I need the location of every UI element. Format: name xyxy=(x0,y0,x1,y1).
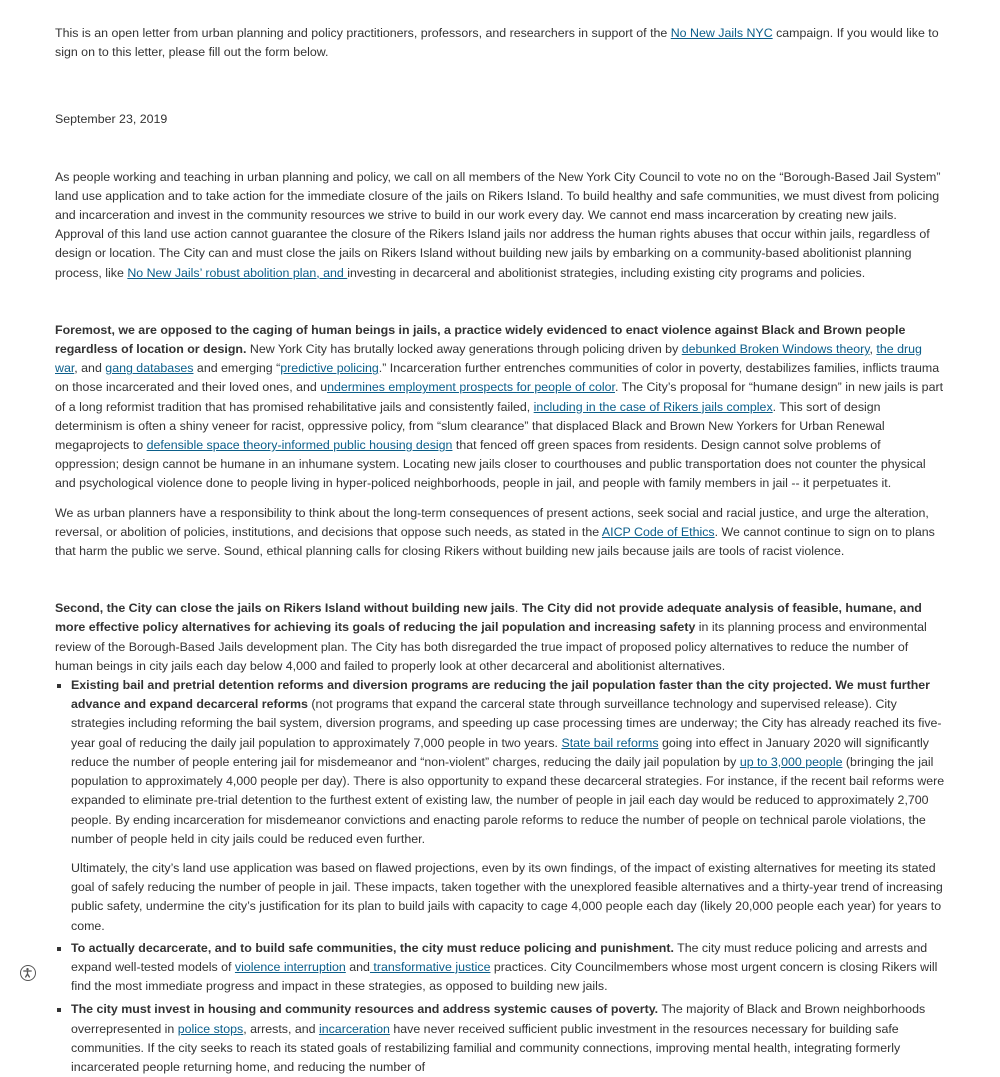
list-item-text: The majority of Black and Brown neighborhoods overrepresented in xyxy=(71,1002,926,1036)
paragraph-bold-lead: Second, the City can close the jails on Rikers Island without building new jails xyxy=(55,601,515,616)
defensible-space-link[interactable]: defensible space theory-informed public housing design xyxy=(146,438,453,453)
violence-interruption-link[interactable]: violence interruption xyxy=(234,959,346,974)
paragraph-second xyxy=(55,599,947,676)
list-item-bold: To actually decarcerate, and to build safe communities, the city must reduce policing and punishment. xyxy=(71,940,674,955)
paragraph-text: .” Incarceration further entrenches communities of color in poverty, destabilizes families, inflicts trauma on those incarcerated and their loved ones, and u xyxy=(55,361,940,395)
no-new-jails-nyc-link[interactable]: No New Jails NYC xyxy=(670,26,773,40)
list-item-text: going into effect in January 2020 will significantly reduce the number of people entering jail for misdemeanor and “non-violent” charges, reducing the daily jail population by xyxy=(71,735,930,769)
paragraph-bold-lead: Foremost, we are opposed to the caging of human beings in jails, a practice widely evidenced to enact violence against Black and Brown people regardless of location or design. xyxy=(55,322,906,357)
drug-war-link[interactable]: the drug war xyxy=(55,342,922,376)
broken-windows-link[interactable]: debunked Broken Windows theory xyxy=(681,342,870,357)
paragraph-text: investing in decarceral and abolitionist strategies, including existing city programs and policies. xyxy=(347,265,866,280)
list-item-bold: The city must invest in housing and community resources and address systemic causes of poverty. xyxy=(71,1002,659,1017)
paragraph-text: , and xyxy=(74,361,106,376)
list-item-text: practices. City Councilmembers whose most urgent concern is closing Rikers will find the most immediate progress and impact in these strategies, as opposed to building new jails. xyxy=(71,959,938,994)
state-bail-reforms-link[interactable]: State bail reforms xyxy=(561,735,659,750)
paragraph-text: . This sort of design determinism is often a shiny veneer for racist, oppressive policy, from “slum clearance” that displaced Black and Brown New Yorkers for Urban Renewal megaprojects to xyxy=(55,399,885,453)
paragraph-text: New York City has brutally locked away generations through policing driven by xyxy=(246,342,682,357)
accessibility-icon[interactable] xyxy=(20,965,36,981)
list-item-bold: Existing bail and pretrial detention reforms and diversion programs are reducing the jail population faster than the city projected. We must further advance and expand decarceral reforms xyxy=(71,678,931,712)
paragraph-text: As people working and teaching in urban planning and policy, we call on all members of the New York City Council to vote no on the “Borough-Based Jail System” land use application and to take action for the immediate closure of the jails on Rikers Island. To build healthy and safe communities, we must divest from policing and incarceration and invest in the community resources we strive to build in our work every day. We cannot end mass incarceration by creating new jails. Approval of this land use action cannot guarantee the closure of the Rikers Island jails nor address the human rights abuses that occur within jails, regardless of design or location. The City can and must close the jails on Rikers Island without building new jails by embarking on a community-based abolitionist planning process, like xyxy=(55,169,941,280)
paragraph-planners-responsibility xyxy=(55,504,947,562)
list-item-text: have never received sufficient public investment in the resources necessary for building safe communities. If the city seeks to reach its stated goals of restabilizing familial and community connections, improving mental health, integrating formerly incarcerated people returning home, and reducing the number of xyxy=(71,1021,901,1074)
alternatives-list xyxy=(55,676,947,1077)
intro-text: This is an open letter from urban planning and policy practitioners, professors, and researchers in support of the xyxy=(55,26,671,40)
paragraph-text: . xyxy=(514,601,522,616)
intro-text-end: campaign. If you would like to sign on to this letter, please fill out the form below. xyxy=(55,26,939,60)
paragraph-text: that fenced off green spaces from residents. Design cannot solve problems of oppression; design cannot be humane in an inhumane system. Locating new jails closer to courthouses and public transportation does not counter the physical and psychological violence done to people living in hyper-policed neighborhoods, people in jail, and people with family members in jail -- it perpetuates it. xyxy=(55,438,926,491)
list-item-invest-housing xyxy=(71,1000,947,1077)
paragraph-text: We as urban planners have a responsibility to think about the long-term consequences of present actions, seek social and racial justice, and urge the alteration, reversal, or abolition of policies, institutions, and decisions that oppose such needs, as stated in the xyxy=(55,505,929,539)
paragraph-bold-lead: The City did not provide adequate analysis of feasible, humane, and more effective policy alternatives for achieving its goals of reducing the jail population and increasing safety xyxy=(55,601,922,635)
police-stops-link[interactable]: police stops xyxy=(177,1021,244,1036)
paragraph-call-to-action xyxy=(55,168,947,283)
paragraph-foremost xyxy=(55,321,947,494)
up-to-3000-people-link[interactable]: up to 3,000 people xyxy=(739,754,843,769)
list-item-text: , arrests, and xyxy=(243,1021,319,1036)
predictive-policing-link[interactable]: predictive policing xyxy=(280,361,379,376)
gang-databases-link[interactable]: gang databases xyxy=(105,361,194,376)
rikers-jails-complex-link[interactable]: including in the case of Rikers jails complex xyxy=(533,399,773,414)
paragraph-text: . We cannot continue to sign on to plans that harm the public we serve. Sound, ethical planning calls for closing Rikers without building new jails because jails are tools of racist violence. xyxy=(55,524,935,559)
transformative-justice-link[interactable]: transformative justice xyxy=(369,959,491,974)
list-item-subparagraph: Ultimately, the city’s land use application was based on flawed projections, even by its own findings, of the impact of existing alternatives for meeting its stated goal of safely reducing the number of people in jail. These impacts, taken together with the unexplored feasible alternatives and a thirty-year trend of increasing public safety, undermine the city’s justification for its plan to build jails with capacity to cage 4,000 people each day (likely 20,000 people each year) for years to come. xyxy=(71,860,943,933)
intro-paragraph xyxy=(55,24,947,62)
incarceration-link[interactable]: incarceration xyxy=(318,1021,390,1036)
list-item-text: (bringing the jail population to approximately 4,000 people per day). There is also opportunity to expand these decarceral strategies. For instance, if the recent bail reforms were expanded to eliminate pre-trial detention to the furthest extent of existing law, the number of people in jail each day would be reduced to approximately 2,700 people. By ending incarceration for misdemeanor convictions and enacting parole reforms to reduce the number of people on technical parole violations, the number of people held in city jails could be reduced even further. xyxy=(71,754,945,846)
list-item-text: (not programs that expand the carceral state through surveillance technology and supervised release). City strategies including reforming the bail system, diversion programs, and speeding up case processing times are underway; the City has already reached its five-year goal of reducing the daily jail population to approximately 7,000 people in two years. xyxy=(71,697,942,750)
abolition-plan-link[interactable]: No New Jails’ robust abolition plan, and xyxy=(127,265,348,280)
employment-prospects-link[interactable]: ndermines employment prospects for people of color xyxy=(327,380,615,395)
list-item-reduce-policing xyxy=(71,939,947,997)
paragraph-text: and emerging “ xyxy=(193,361,281,376)
letter-date: September 23, 2019 xyxy=(55,112,168,127)
list-item-text: and xyxy=(345,959,370,974)
list-item-text: The city must reduce policing and arrests and expand well-tested models of xyxy=(71,940,928,974)
paragraph-text: . The City’s proposal for “humane design” in new jails is part of a long reformist tradition that has promised rehabilitative jails and consistently failed, xyxy=(55,380,944,414)
paragraph-text: , xyxy=(869,342,877,357)
accessibility-figure xyxy=(21,966,34,979)
aicp-code-link[interactable]: AICP Code of Ethics xyxy=(601,524,715,539)
list-item-bail-reforms xyxy=(71,676,947,936)
paragraph-text: in its planning process and environmental review of the Borough-Based Jails development plan. The City has both disregarded the true impact of proposed policy alternatives to reduce the number of human beings in city jails each day below 4,000 and failed to properly look at other decarceral and abolitionist alternatives. xyxy=(55,620,927,673)
letter-body xyxy=(55,24,947,1077)
